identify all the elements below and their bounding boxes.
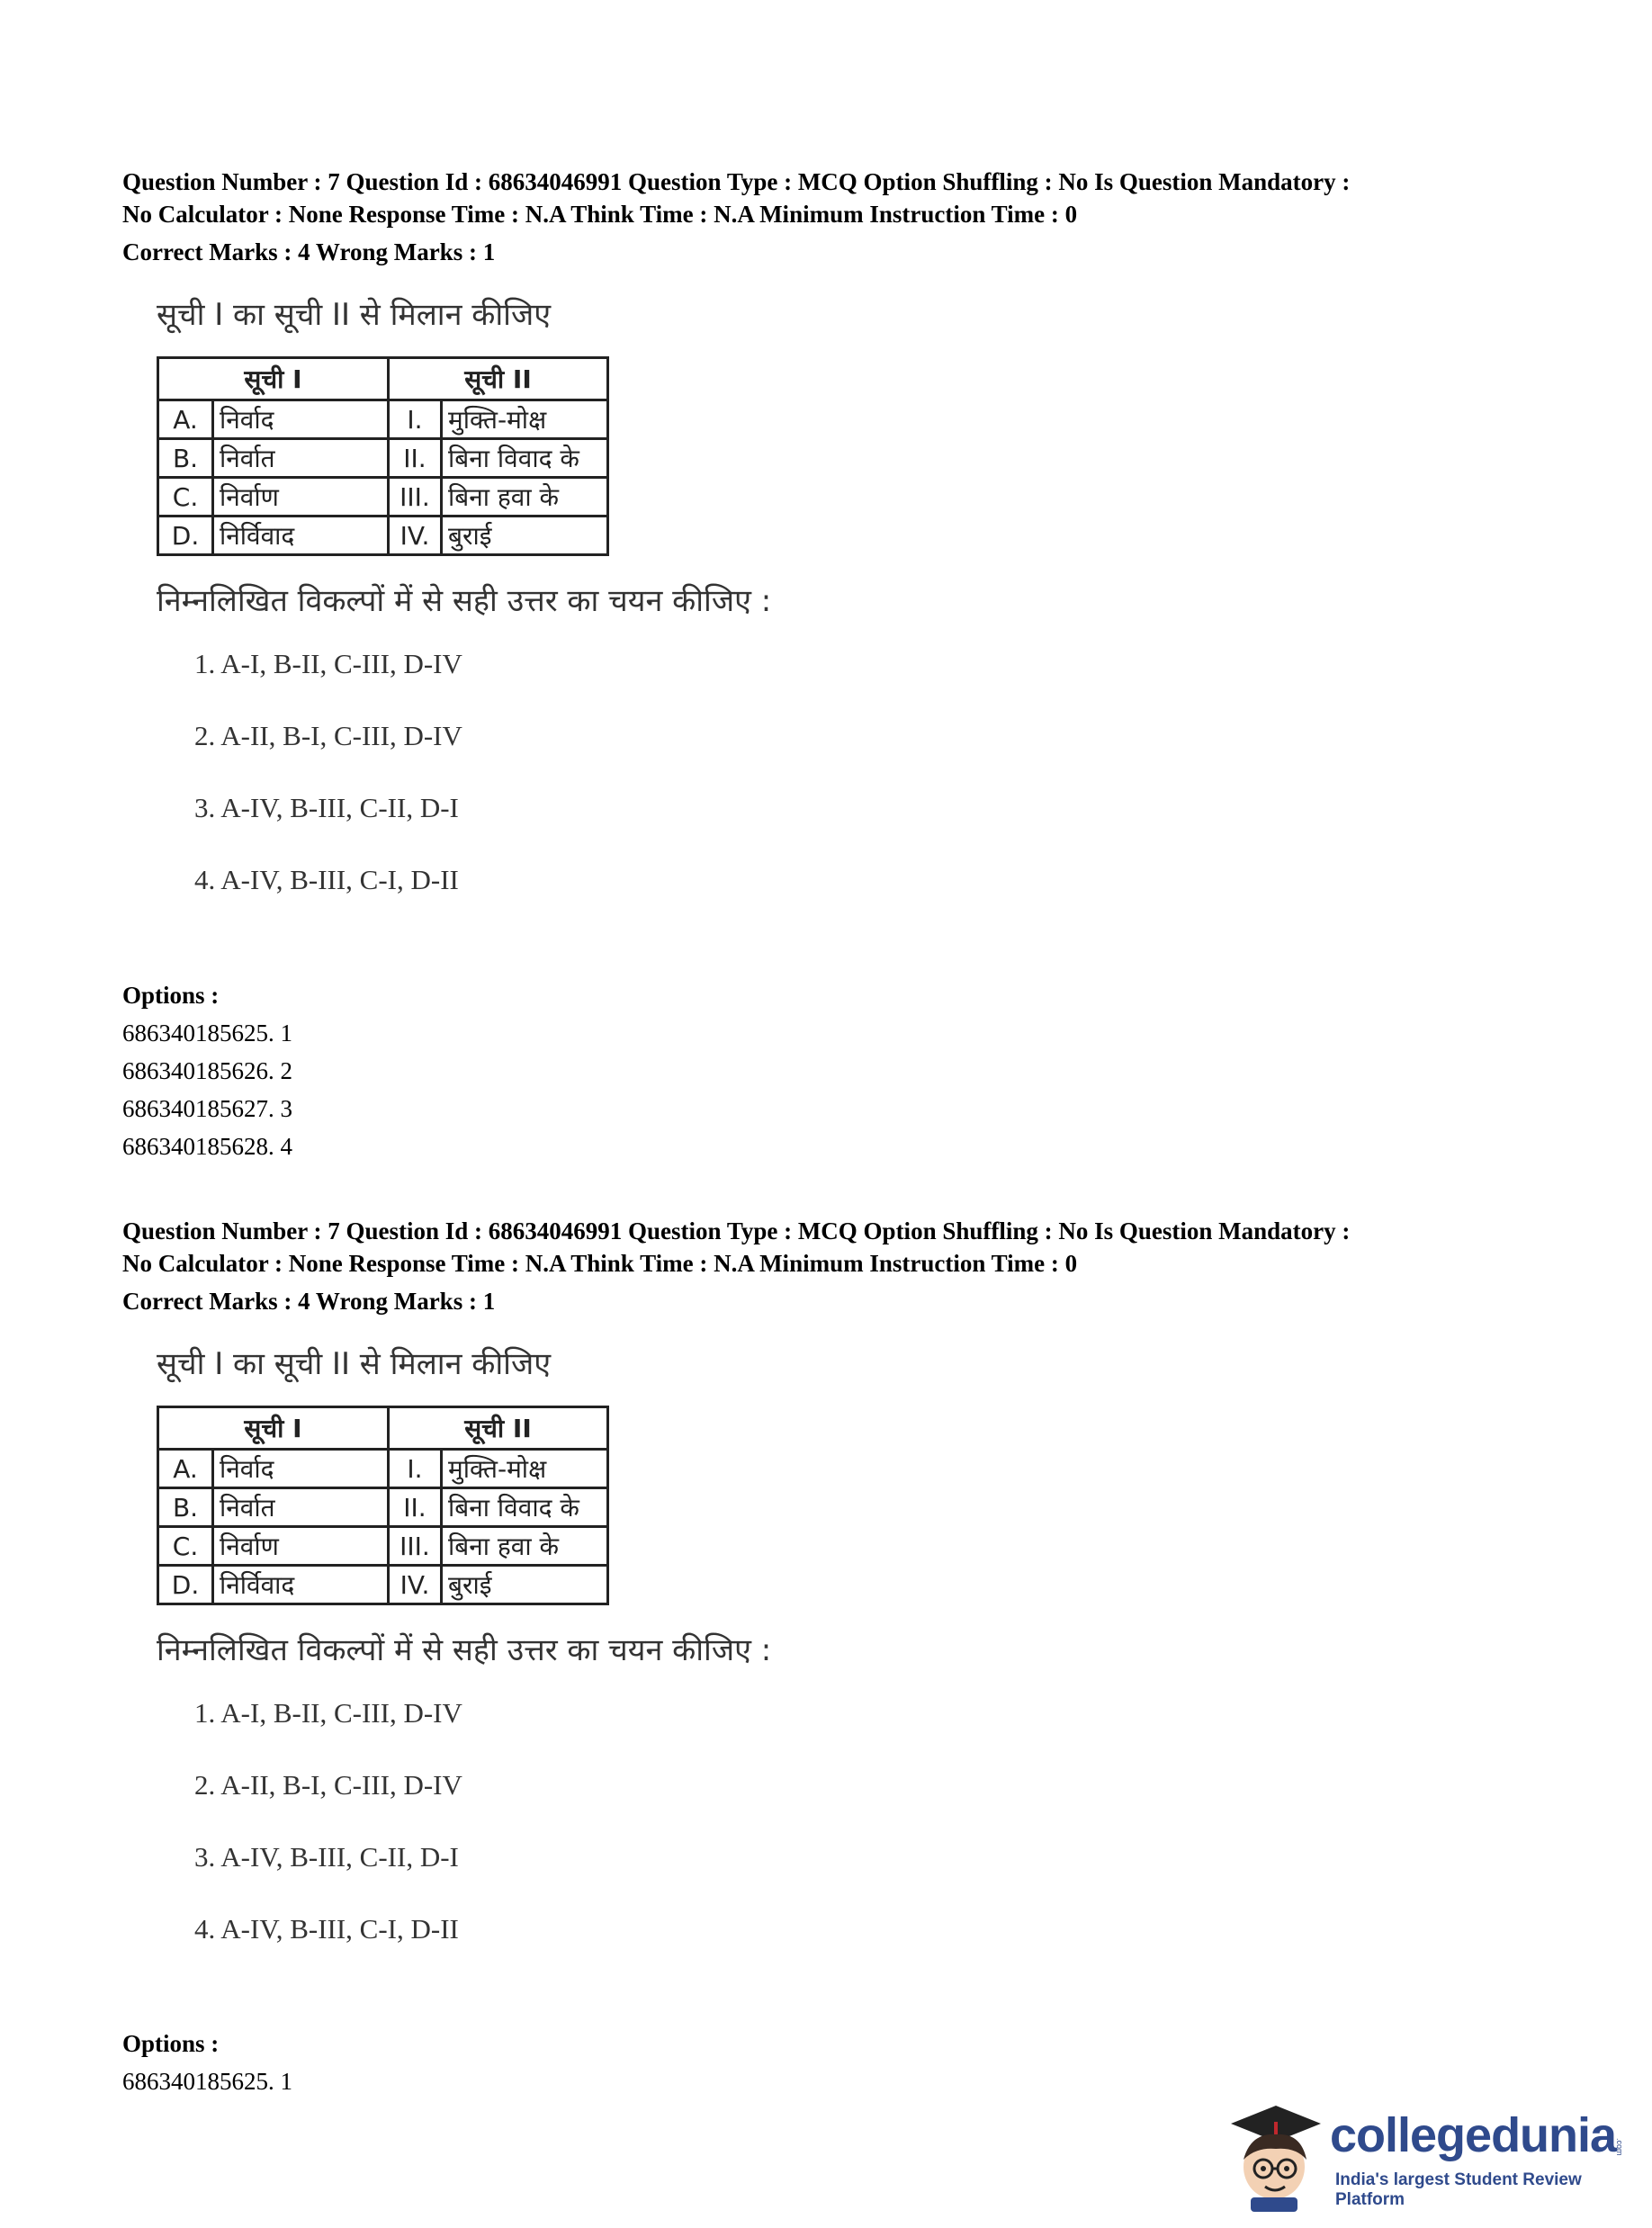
row-definition: बिना विवाद के	[442, 439, 608, 478]
table-header-row	[158, 1407, 608, 1450]
row-definition: बिना हवा के	[442, 1527, 608, 1566]
row-term: निर्वाण	[213, 1527, 389, 1566]
table-row	[158, 1450, 608, 1488]
marks-line: Correct Marks : 4 Wrong Marks : 1	[122, 1288, 496, 1315]
row-definition: बुराई	[442, 517, 608, 555]
marks-line: Correct Marks : 4 Wrong Marks : 1	[122, 238, 496, 265]
row-letter: D.	[158, 517, 213, 555]
choice-item: 4. A-IV, B-III, C-I, D-II	[194, 864, 459, 895]
question-meta	[122, 1215, 1580, 1317]
choice-item: 2. A-II, B-I, C-III, D-IV	[194, 1769, 462, 1801]
match-instruction: सूची I का सूची II से मिलान कीजिए	[157, 1346, 552, 1382]
match-table	[157, 1406, 609, 1605]
row-definition: बिना हवा के	[442, 478, 608, 517]
option-item: 686340185627. 3	[122, 1095, 292, 1122]
option-item: 686340185625. 1	[122, 1020, 292, 1047]
meta-line-1: Question Number : 7 Question Id : 68634046991 Question Type : MCQ Option Shuffling : No Is Question Mandatory :	[122, 168, 1351, 195]
choice-item: 1. A-I, B-II, C-III, D-IV	[194, 1697, 462, 1729]
row-term: निर्वाद	[213, 400, 389, 439]
collegedunia-logo	[1215, 2097, 1638, 2214]
match-instruction: सूची I का सूची II से मिलान कीजिए	[157, 297, 552, 333]
table-row	[158, 1488, 608, 1527]
options-label: Options :	[122, 982, 220, 1009]
row-term: निर्वाद	[213, 1450, 389, 1488]
row-numeral: IV.	[389, 1566, 442, 1604]
choice-item: 2. A-II, B-I, C-III, D-IV	[194, 720, 462, 751]
choice-item: 3. A-IV, B-III, C-II, D-I	[194, 792, 459, 823]
choice-list	[194, 1692, 1580, 1980]
option-item: 686340185626. 2	[122, 1057, 292, 1084]
list-2-header: सूची II	[389, 1407, 608, 1450]
brand-name: collegedunia	[1330, 2108, 1617, 2162]
row-numeral: II.	[389, 1488, 442, 1527]
meta-line-1: Question Number : 7 Question Id : 68634046991 Question Type : MCQ Option Shuffling : No Is Question Mandatory :	[122, 1217, 1351, 1244]
list-1-header: सूची I	[158, 358, 389, 400]
list-1-header: सूची I	[158, 1407, 389, 1450]
choice-item: 4. A-IV, B-III, C-I, D-II	[194, 1913, 459, 1945]
options-block-2	[122, 2025, 1580, 2100]
row-letter: B.	[158, 1488, 213, 1527]
question-content	[157, 1343, 1580, 1980]
brand-tagline: India's largest Student Review Platform	[1335, 2170, 1582, 2209]
question-block-2	[122, 1215, 1580, 1980]
row-term: निर्विवाद	[213, 517, 389, 555]
student-mascot-icon	[1224, 2097, 1332, 2214]
table-row	[158, 1527, 608, 1566]
table-row	[158, 478, 608, 517]
row-numeral: III.	[389, 478, 442, 517]
choice-item: 1. A-I, B-II, C-III, D-IV	[194, 648, 462, 679]
row-numeral: IV.	[389, 517, 442, 555]
row-letter: A.	[158, 1450, 213, 1488]
meta-line-2: No Calculator : None Response Time : N.A Think Time : N.A Minimum Instruction Time : 0	[122, 201, 1078, 228]
row-letter: A.	[158, 400, 213, 439]
option-item: 686340185628. 4	[122, 1133, 292, 1160]
row-definition: मुक्ति-मोक्ष	[442, 400, 608, 439]
row-term: निर्विवाद	[213, 1566, 389, 1604]
match-table	[157, 356, 609, 556]
table-row	[158, 439, 608, 478]
table-row	[158, 400, 608, 439]
row-numeral: I.	[389, 400, 442, 439]
row-letter: D.	[158, 1566, 213, 1604]
choose-prompt: निम्नलिखित विकल्पों में से सही उत्तर का चयन कीजिए :	[157, 583, 772, 619]
meta-line-2: No Calculator : None Response Time : N.A Think Time : N.A Minimum Instruction Time : 0	[122, 1250, 1078, 1277]
table-header-row	[158, 358, 608, 400]
table-row	[158, 1566, 608, 1604]
choice-list	[194, 642, 1580, 930]
options-label: Options :	[122, 2030, 220, 2057]
row-numeral: I.	[389, 1450, 442, 1488]
row-numeral: II.	[389, 439, 442, 478]
options-block-1	[122, 976, 1580, 1165]
option-item: 686340185625. 1	[122, 2068, 292, 2095]
row-letter: B.	[158, 439, 213, 478]
row-letter: C.	[158, 478, 213, 517]
row-term: निर्वात	[213, 439, 389, 478]
row-numeral: III.	[389, 1527, 442, 1566]
table-row	[158, 517, 608, 555]
list-2-header: सूची II	[389, 358, 608, 400]
row-term: निर्वाण	[213, 478, 389, 517]
row-definition: बुराई	[442, 1566, 608, 1604]
row-definition: बिना विवाद के	[442, 1488, 608, 1527]
row-letter: C.	[158, 1527, 213, 1566]
question-meta	[122, 166, 1580, 268]
brand-dotcom: .com	[1615, 2138, 1624, 2156]
choose-prompt: निम्नलिखित विकल्पों में से सही उत्तर का चयन कीजिए :	[157, 1632, 772, 1668]
row-definition: मुक्ति-मोक्ष	[442, 1450, 608, 1488]
choice-item: 3. A-IV, B-III, C-II, D-I	[194, 1841, 459, 1873]
question-content	[157, 293, 1580, 930]
question-block-1	[122, 166, 1580, 930]
row-term: निर्वात	[213, 1488, 389, 1527]
